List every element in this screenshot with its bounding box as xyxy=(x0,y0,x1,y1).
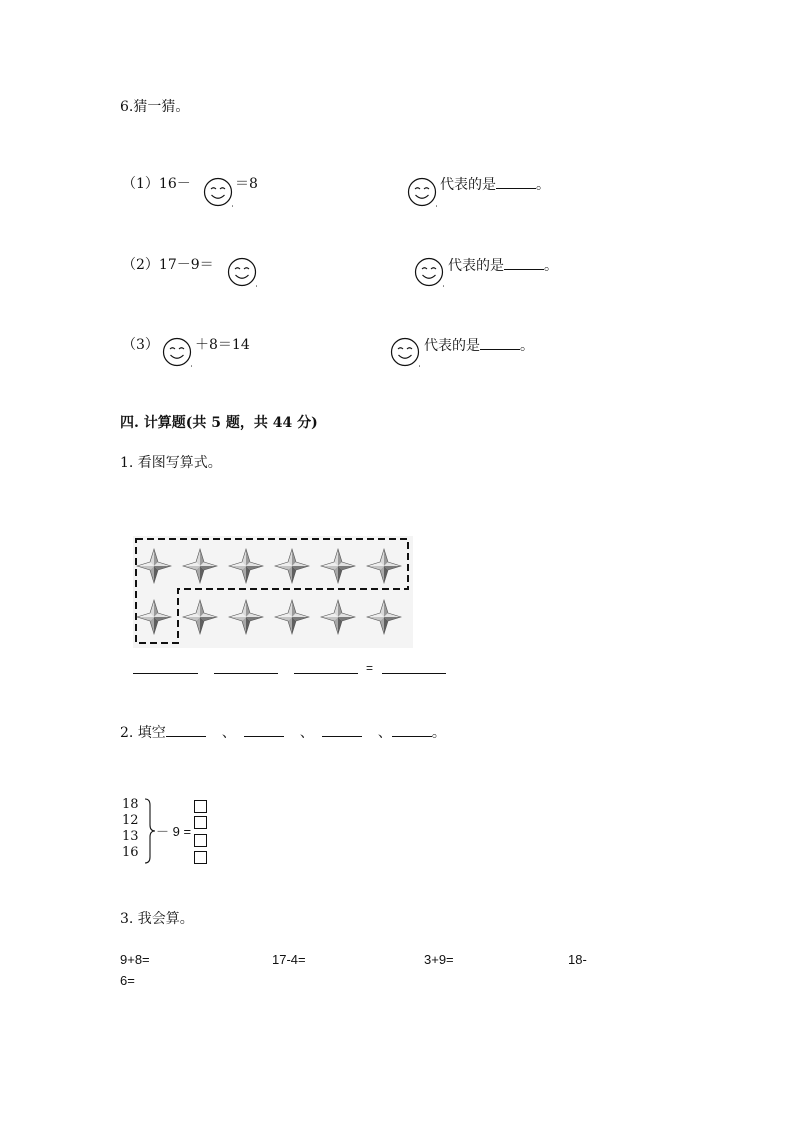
smiley-face-icon xyxy=(203,177,233,207)
smiley-face-icon xyxy=(162,337,192,367)
guess-row-3-answer xyxy=(424,336,534,355)
fill-blank-1[interactable] xyxy=(166,723,206,737)
calc-item-1: 9+8= xyxy=(120,952,150,967)
smiley-face-icon xyxy=(390,337,420,367)
guess-row-1-answer xyxy=(440,175,550,194)
four-point-star-icon xyxy=(228,599,264,635)
empty-box-icon[interactable] xyxy=(194,816,207,829)
right-brace-icon xyxy=(142,797,156,865)
four-point-star-icon xyxy=(366,599,402,635)
four-point-star-icon xyxy=(228,548,264,584)
period: 。 xyxy=(544,258,558,274)
equation-blank-3[interactable] xyxy=(294,673,358,674)
question-6-heading: 6.猜一猜。 xyxy=(120,99,190,115)
number-12: 12 xyxy=(122,813,139,828)
equals-sign: = xyxy=(366,661,374,675)
question-2-line xyxy=(120,723,446,742)
question-1-heading: 1. 看图写算式。 xyxy=(120,455,222,471)
four-point-star-icon xyxy=(182,599,218,635)
separator: 、 xyxy=(377,725,392,741)
number-13: 13 xyxy=(122,829,139,844)
fill-blank-3[interactable] xyxy=(322,723,362,737)
guess-row-1-result: ＝8 xyxy=(235,176,258,192)
guess-row-3-label: （3） xyxy=(122,337,159,353)
separator: 、 xyxy=(299,725,314,741)
empty-box-icon[interactable] xyxy=(194,800,207,813)
equation-blank-1[interactable] xyxy=(133,673,198,674)
four-point-star-icon xyxy=(274,599,310,635)
guess-row-1-expression: （1）16－ xyxy=(122,176,191,192)
four-point-star-icon xyxy=(274,548,310,584)
calc-item-4-wrap: 6= xyxy=(120,973,135,988)
star-picture xyxy=(130,533,420,653)
represent-label: 代表的是 xyxy=(448,258,504,274)
answer-blank[interactable] xyxy=(496,175,536,189)
smiley-face-icon xyxy=(407,177,437,207)
four-point-star-icon xyxy=(320,548,356,584)
calc-item-3: 3+9= xyxy=(424,952,454,967)
smiley-face-icon xyxy=(227,257,257,287)
answer-blank[interactable] xyxy=(504,256,544,270)
calc-item-4: 18- xyxy=(568,952,587,967)
separator: 、 xyxy=(221,725,236,741)
four-point-star-icon xyxy=(366,548,402,584)
subtraction-diagram xyxy=(122,797,232,867)
equation-answer-blank[interactable] xyxy=(382,673,446,674)
fill-blank-4[interactable] xyxy=(392,723,432,737)
period: 。 xyxy=(520,338,534,354)
fill-blank-2[interactable] xyxy=(244,723,284,737)
period: 。 xyxy=(536,177,550,193)
question-3-heading: 3. 我会算。 xyxy=(120,911,194,927)
question-2-heading: 2. 填空 xyxy=(120,725,166,741)
empty-box-icon[interactable] xyxy=(194,851,207,864)
empty-box-icon[interactable] xyxy=(194,834,207,847)
calc-item-2: 17-4= xyxy=(272,952,306,967)
four-point-star-icon xyxy=(182,548,218,584)
period: 。 xyxy=(431,725,446,741)
four-point-star-icon xyxy=(320,599,356,635)
guess-row-2-expression: （2）17－9＝ xyxy=(122,257,214,273)
guess-row-3-expression: ＋8＝14 xyxy=(195,337,250,353)
answer-blank[interactable] xyxy=(480,336,520,350)
smiley-face-icon xyxy=(414,257,444,287)
guess-row-2-answer xyxy=(448,256,558,275)
number-18: 18 xyxy=(122,797,139,812)
four-point-star-icon xyxy=(136,599,172,635)
section-4-title: 四. 计算题(共 5 题，共 44 分) xyxy=(120,415,318,431)
represent-label: 代表的是 xyxy=(424,338,480,354)
four-point-star-icon xyxy=(136,548,172,584)
minus-nine-operator: － 9 = xyxy=(156,824,192,839)
equation-blank-2[interactable] xyxy=(214,673,278,674)
represent-label: 代表的是 xyxy=(440,177,496,193)
number-16: 16 xyxy=(122,845,139,860)
